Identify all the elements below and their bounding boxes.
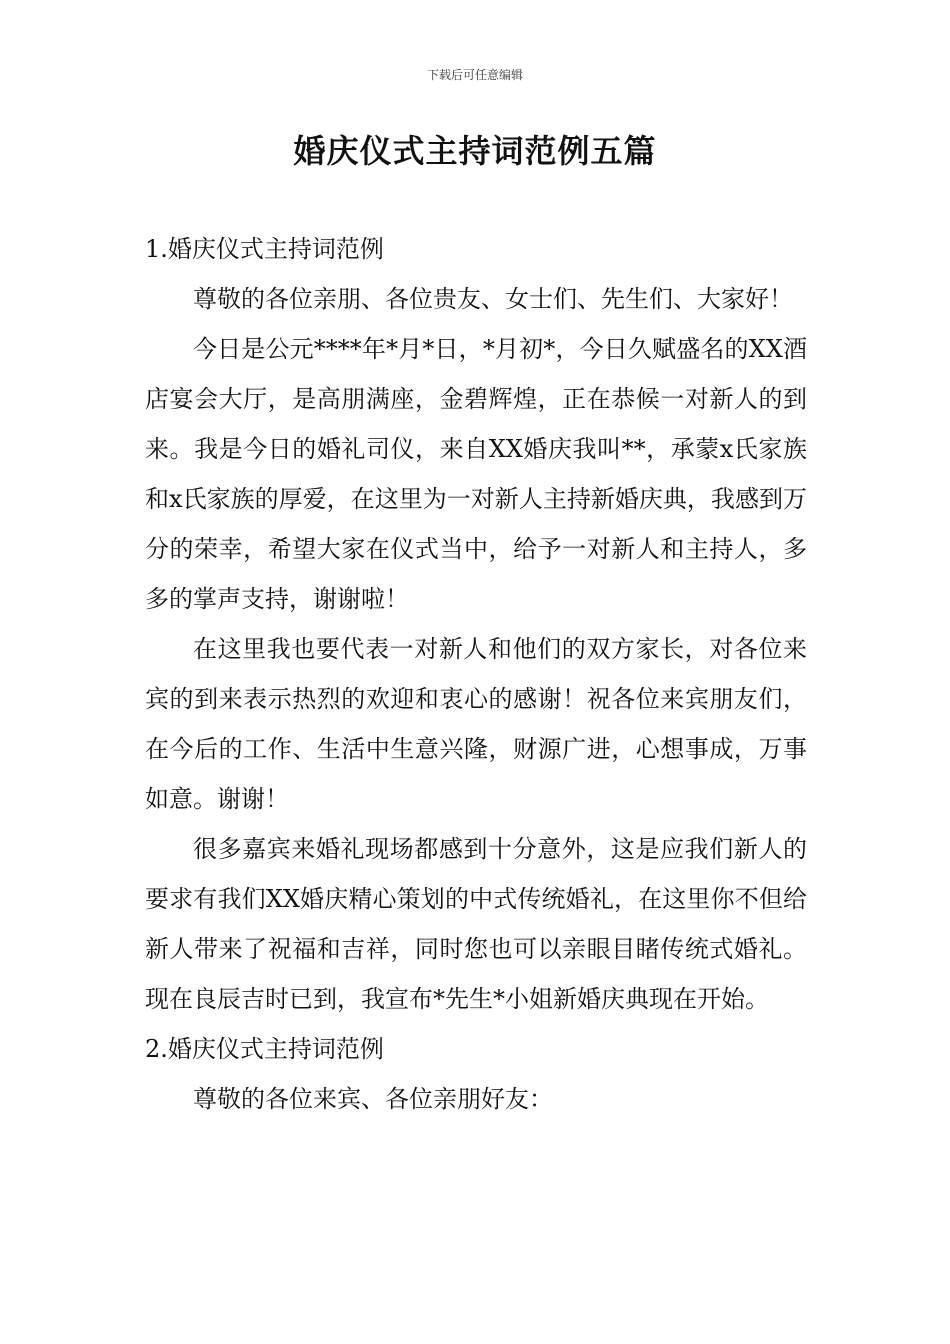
paragraph-greeting-2: 尊敬的各位来宾、各位亲朋好友： (193, 1085, 553, 1113)
section-heading-1: 1.婚庆仪式主持词范例 (145, 235, 384, 263)
paragraph-greeting-1: 尊敬的各位亲朋、各位贵友、女士们、先生们、大家好！ (193, 285, 793, 313)
paragraph-ceremony-start: 很多嘉宾来婚礼现场都感到十分意外，这是应我们新人的要求有我们XX婚庆精心策划的中式传统婚礼，在这里你不但给新人带来了祝福和吉祥，同时您也可以亲眼目睹传统式婚礼。现在良辰吉时已到，我宣布*先生*小姐新婚庆典现在开始。 (145, 835, 807, 1013)
paragraph-opening: 今日是公元****年*月*日，*月初*，今日久赋盛名的XX酒店宴会大厅，是高朋满座，金碧辉煌，正在恭候一对新人的到来。我是今日的婚礼司仪，来自XX婚庆我叫**，承蒙x氏家族和x氏家族的厚爱，在这里为一对新人主持新婚庆典，我感到万分的荣幸，希望大家在仪式当中，给予一对新人和主持人，多多的掌声支持，谢谢啦！ (145, 335, 807, 613)
section-heading-2: 2.婚庆仪式主持词范例 (145, 1035, 384, 1063)
document-body (145, 224, 807, 1124)
paragraph-thanks: 在这里我也要代表一对新人和他们的双方家长，对各位来宾的到来表示热烈的欢迎和衷心的感谢！祝各位来宾朋友们，在今后的工作、生活中生意兴隆，财源广进，心想事成，万事如意。谢谢！ (145, 635, 807, 813)
document-title: 婚庆仪式主持词范例五篇 (293, 132, 657, 170)
header-note: 下载后可任意编辑 (426, 68, 523, 82)
